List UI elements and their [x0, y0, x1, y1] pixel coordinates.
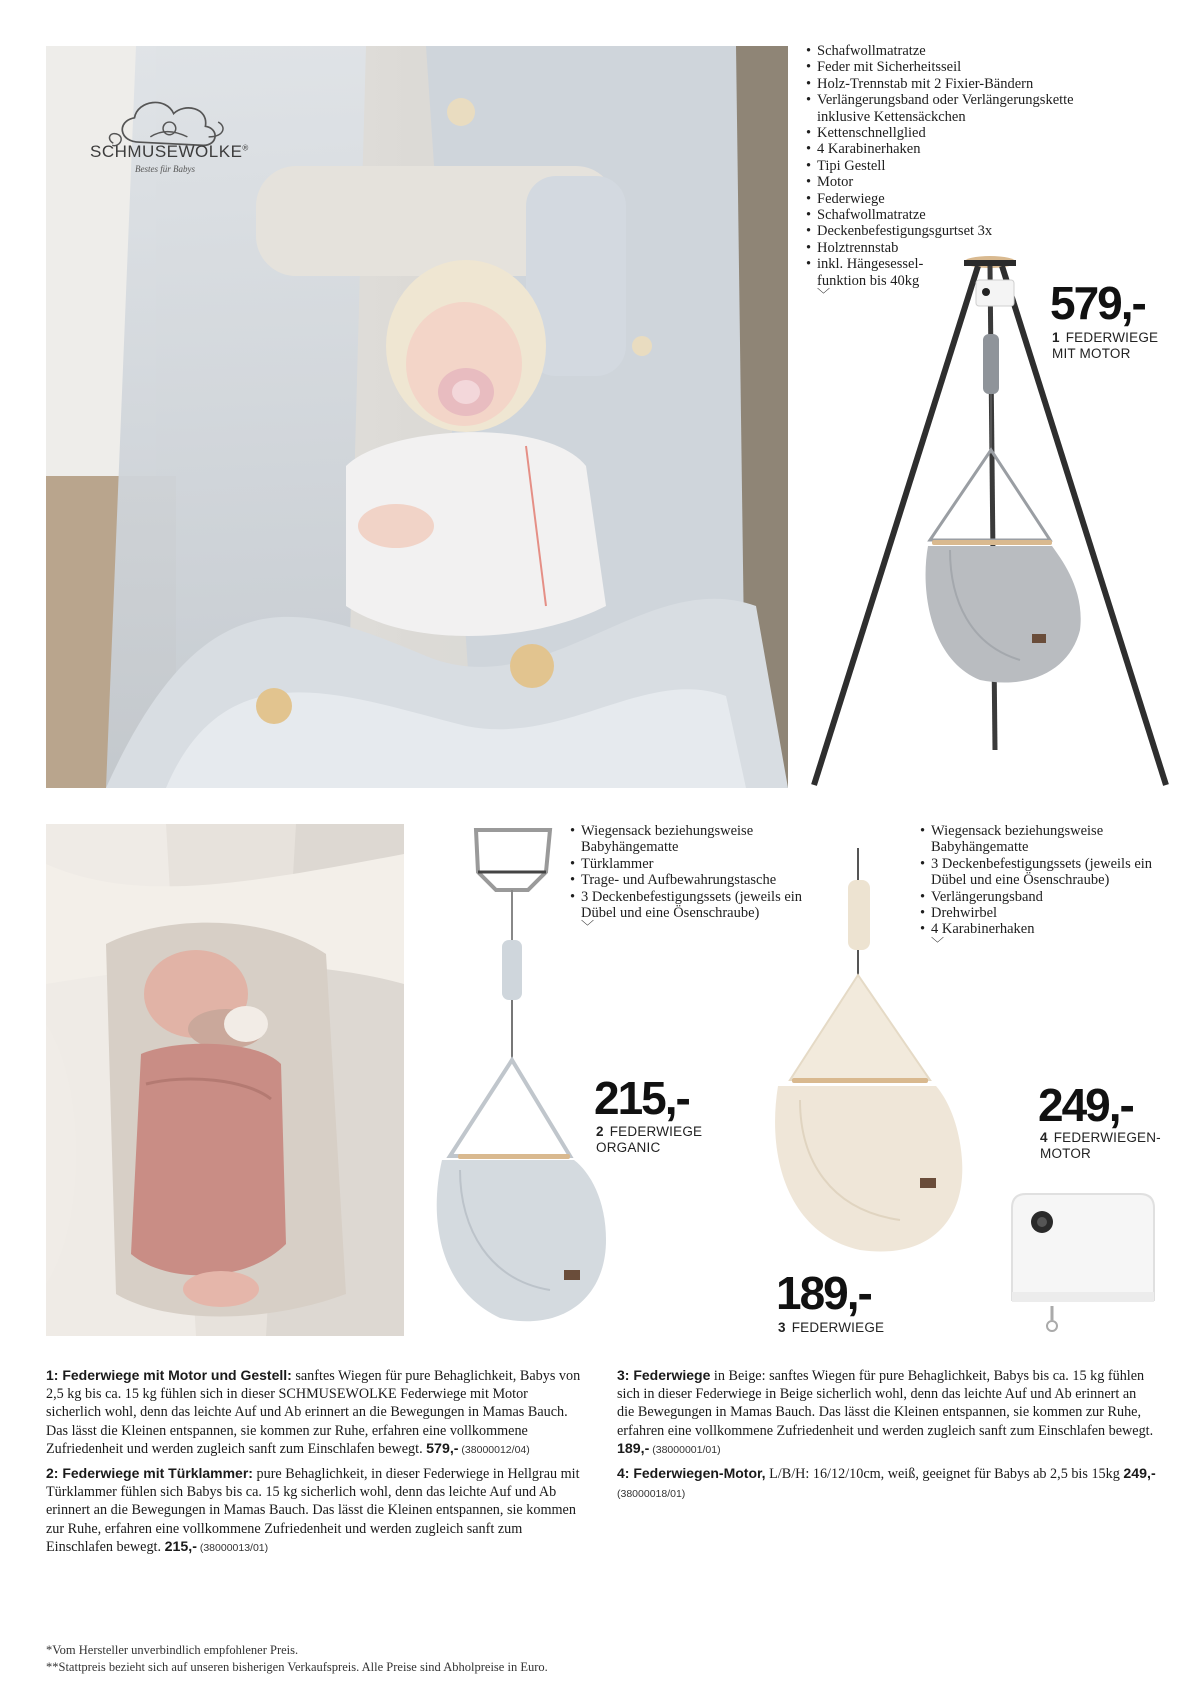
feature-item: • Deckenbefestigungsgurtset 3x [806, 223, 1136, 239]
product4-image-motor [1002, 1188, 1164, 1338]
chevron-down-icon[interactable]: ﹀ [817, 287, 831, 303]
product3-price: 189,- [776, 1267, 871, 1319]
brand-logo [68, 66, 248, 176]
feature-item: • Tipi Gestell [806, 158, 1136, 174]
brand-tagline: Bestes für Babys [135, 164, 195, 174]
product1-label-line1: FEDERWIEGE [1065, 330, 1159, 345]
feature-item: • Verlängerungsband oder Verlängerungskette inklusive Kettensäckchen [806, 92, 1126, 125]
motor-device-illustration [1002, 1188, 1164, 1338]
product4-number: 4 [1040, 1130, 1048, 1145]
description-text: pure Behaglichkeit, in dieser Federwiege in Hellgrau mit Türklammer fühlen sich Babys bis ca. 15 kg sicherlich wohl, denn das leichte Auf und Ab erinnert an die Bewegungen in Mamas Bauch. Das lässt die Kleinen entspannen, sie kommen zur Ruhe, erfahren eine vollkommene Zufriedenheit und werden zugleich sanft zum Einschlafen bewegt. [46, 1466, 580, 1555]
description-title: 1: Federwiege mit Motor und Gestell: [46, 1367, 292, 1383]
feature-item: • 3 Deckenbefestigungssets (jeweils ein Dübel und eine Ösenschraube) [920, 856, 1165, 889]
feature-item: • Wiegensack beziehungsweise Babyhängematte [920, 823, 1130, 856]
description-product3 [617, 1366, 1157, 1459]
description-column-right [617, 1366, 1157, 1508]
chevron-down-icon[interactable]: ﹀ [931, 935, 945, 951]
product1-label-line2: MIT MOTOR [1052, 346, 1131, 361]
article-number: (38000018/01) [617, 1488, 686, 1501]
feature-item: • Motor [806, 174, 1136, 190]
product3-label-line1: FEDERWIEGE [791, 1320, 885, 1335]
product4-label-line1: FEDERWIEGEN- [1053, 1130, 1161, 1145]
feature-item: • Holz-Trennstab mit 2 Fixier-Bändern [806, 76, 1136, 92]
feature-item: • Verlängerungsband [920, 889, 1170, 905]
article-number: (38000001/01) [649, 1443, 721, 1456]
brand-registered: ® [242, 143, 249, 153]
feature-item: • Trage- und Aufbewahrungstasche [570, 872, 820, 888]
product4-label-line2: MOTOR [1040, 1146, 1091, 1161]
description-title: 2: Federwiege mit Türklammer: [46, 1465, 253, 1482]
footnote-rrp: *Vom Hersteller unverbindlich empfohlener Preis. [46, 1643, 299, 1657]
photo-newborn-cradle [46, 824, 404, 1336]
description-product4 [617, 1464, 1157, 1503]
feature-item: • Drehwirbel [920, 905, 1170, 921]
footnotes [46, 1642, 548, 1676]
feature-item: • Kettenschnellglied [806, 125, 1136, 141]
article-number: (38000013/01) [196, 1541, 269, 1554]
product1-label [1052, 330, 1158, 362]
description-price: 579,- [426, 1440, 459, 1457]
description-price: 189,- [617, 1440, 650, 1457]
brand-name: SCHMUSEWOLKE [90, 142, 243, 161]
feature-item: • inkl. Hängesessel-funktion bis 40kg [806, 256, 934, 289]
description-product1 [46, 1366, 586, 1459]
description-text: in Beige: sanftes Wiegen für pure Behaglichkeit, Babys bis ca. 15 kg fühlen sich in dieser Federwiege in Beige sicherlich wohl, denn das leichte Auf und Ab erinnert an die Bewegungen in Mamas Bauch. Das lässt die Kleinen entspannen, sie kommen zur Ruhe, erfahren eine vollkommene Zufriedenheit und werden zugleich sanft zum Einschlafen bewegt. [617, 1368, 1154, 1439]
feature-item: • Holztrennstab [806, 240, 1136, 256]
feature-item: • Schafwollmatratze [806, 43, 1136, 59]
description-column-left [46, 1366, 586, 1562]
product2-number: 2 [596, 1124, 604, 1139]
article-number: (38000012/04) [458, 1443, 530, 1456]
feature-item: • Schafwollmatratze [806, 207, 1136, 223]
footnote-strikeprice: **Stattpreis bezieht sich auf unseren bisherigen Verkaufspreis. Alle Preise sind Abholpreise in Euro. [46, 1660, 548, 1674]
hero-photo-baby-hammock [46, 46, 788, 788]
product3-label [778, 1320, 884, 1336]
chevron-down-icon[interactable]: ﹀ [581, 919, 595, 935]
feature-item: • 3 Deckenbefestigungssets (jeweils ein Dübel und eine Ösenschraube) [570, 889, 815, 922]
feature-item: • Federwiege [806, 191, 1136, 207]
product3-number: 3 [778, 1320, 786, 1335]
product2-label [596, 1124, 702, 1156]
description-price: 215,- [164, 1538, 197, 1555]
product2-label-line1: FEDERWIEGE [609, 1124, 703, 1139]
description-text: L/B/H: 16/12/10cm, weiß, geeignet für Babys ab 2,5 bis 15kg [765, 1466, 1124, 1483]
newborn-photo-illustration [46, 824, 404, 1336]
feature-item: • Türklammer [570, 856, 820, 872]
product2-price: 215,- [594, 1072, 689, 1124]
product3-feature-list [920, 823, 1170, 950]
product2-label-line2: ORGANIC [596, 1140, 661, 1155]
description-title: 4: Federwiegen-Motor, [617, 1465, 766, 1482]
description-price: 249,- [1123, 1466, 1156, 1483]
product4-label [1040, 1130, 1161, 1162]
feature-item: • 4 Karabinerhaken [920, 921, 1170, 937]
feature-item: • Feder mit Sicherheitsseil [806, 59, 1136, 75]
description-title: 3: Federwiege [617, 1367, 711, 1383]
feature-item: • Wiegensack beziehungsweise Babyhängematte [570, 823, 780, 856]
product1-number: 1 [1052, 330, 1060, 345]
description-text: sanftes Wiegen für pure Behaglichkeit, Babys von 2,5 kg bis ca. 15 kg fühlen sich in dieser SCHMUSEWOLKE Federwiege mit Motor sicherlich wohl, denn das leichte Auf und Ab erinnert an die Bewegungen in Mamas Bauch. Das lässt die Kleinen entspannen, sie kommen zur Ruhe, erfahren eine vollkommene Zufriedenheit und werden zugleich sanft zum Einschlafen bewegt. [46, 1368, 581, 1457]
product4-price: 249,- [1038, 1079, 1133, 1131]
product1-price: 579,- [1050, 277, 1145, 329]
feature-item: • 4 Karabinerhaken [806, 141, 1136, 157]
description-product2 [46, 1464, 586, 1557]
